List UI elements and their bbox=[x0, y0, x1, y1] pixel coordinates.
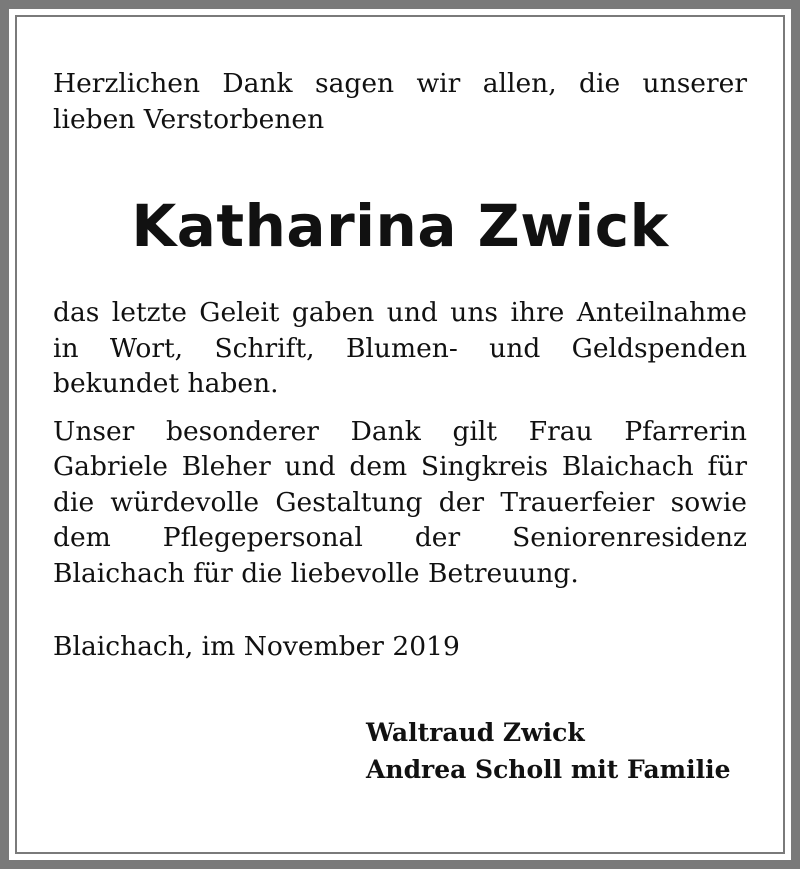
thanks-paragraph-2: Unser besonderer Dank gilt Frau Pfarrerin Gabriele Bleher und dem Singkreis Blaichach für die würdevolle Gestaltung der Trauerfeier sowie dem Pflegepersonal der Seniorenresidenz Blaichach für die liebevolle Betreuung. bbox=[53, 415, 747, 589]
notice-body bbox=[53, 66, 747, 665]
signatory-2: Andrea Scholl mit Familie bbox=[366, 755, 731, 784]
deceased-name: Katharina Zwick bbox=[131, 192, 669, 260]
signatures bbox=[366, 714, 731, 788]
intro-text: Herzlichen Dank sagen wir allen, die unserer lieben Verstorbenen bbox=[53, 68, 747, 135]
signatory-1: Waltraud Zwick bbox=[366, 718, 585, 747]
place-date: Blaichach, im November 2019 bbox=[53, 631, 460, 662]
thanks-paragraph-1: das letzte Geleit gaben und uns ihre Anteilnahme in Wort, Schrift, Blumen- und Geldspenden bekundet haben. bbox=[53, 297, 747, 399]
